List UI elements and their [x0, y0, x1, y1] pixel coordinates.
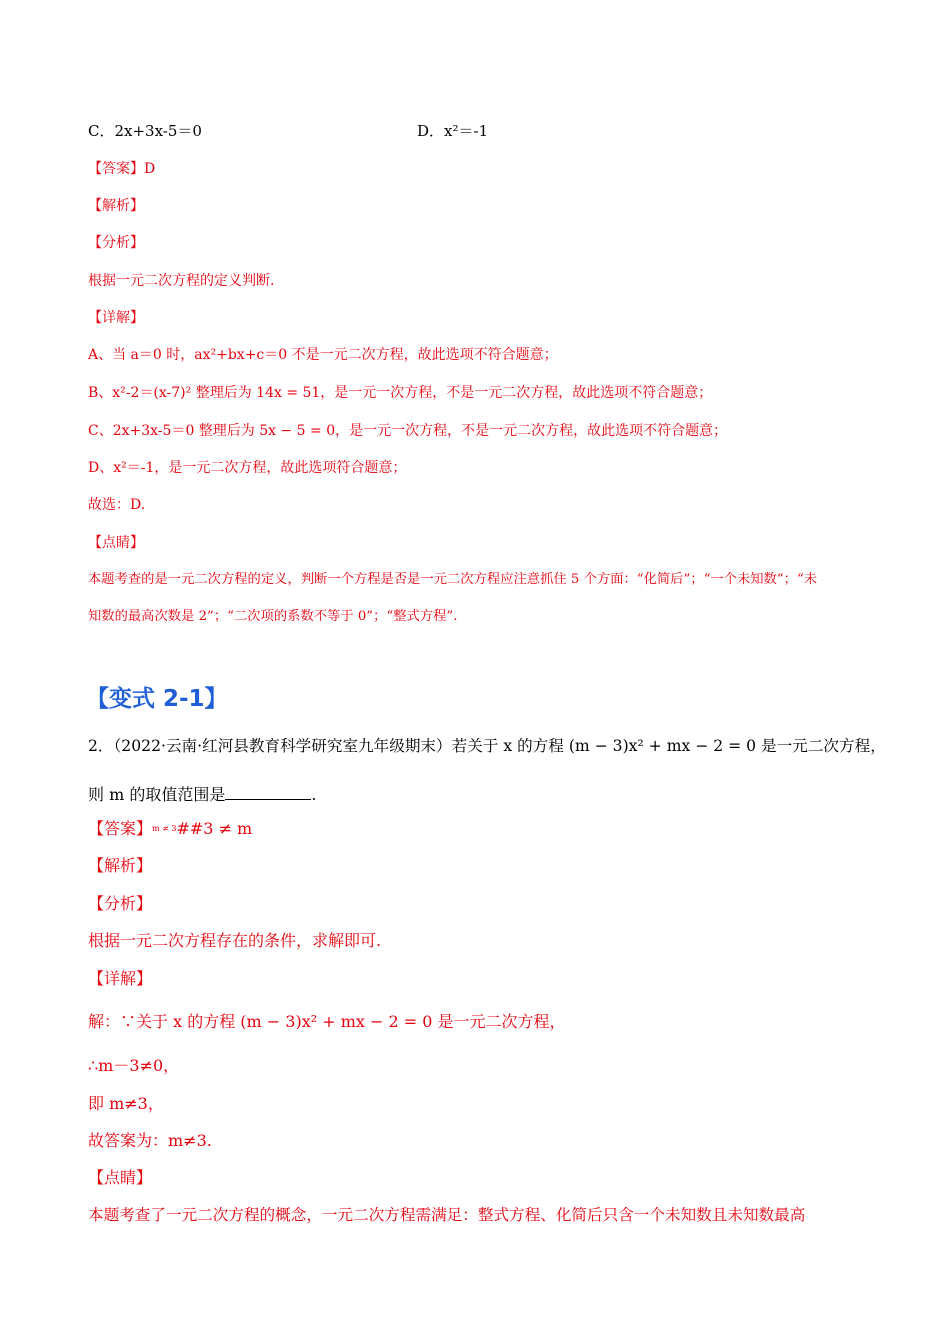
variant-answer-row	[88, 821, 252, 837]
variant-detail-line-3: 即 m≠3，	[88, 1094, 164, 1113]
question-line-2-text: 则 m 的取值范围是	[88, 785, 226, 804]
detail-conclusion: 故选：D.	[88, 497, 146, 513]
detail-line-c: C、2x+3x-5＝0 整理后为 5x − 5 = 0，是一元一次方程，不是一元二次方程，故此选项不符合题意；	[88, 423, 728, 439]
answer-label: 【答案】	[88, 161, 144, 177]
variant-answer-value: ##3 ≠ m	[176, 819, 253, 838]
variant-answer-label: 【答案】	[88, 819, 153, 838]
comment-line-1: 本题考查的是一元二次方程的定义，判断一个方程是否是一元二次方程应注意抓住 5 个方面：“化简后”；“一个未知数”；“未	[88, 572, 818, 587]
variant-comment-label: 【点睛】	[88, 1168, 153, 1187]
variant-comment-line: 本题考查了一元二次方程的概念，一元二次方程需满足：整式方程、化简后只含一个未知数且未知数最高	[88, 1206, 806, 1224]
option-c: C．2x+3x-5＝0	[88, 122, 202, 140]
analysis-label: 【解析】	[88, 198, 144, 214]
variant-detail-line-2: ∴m－3≠0，	[88, 1056, 180, 1075]
comment-label: 【点睛】	[88, 535, 144, 551]
variant-detail-line-4: 故答案为：m≠3.	[88, 1131, 212, 1150]
detail-line-a: A、当 a＝0 时，ax²+bx+c＝0 不是一元二次方程，故此选项不符合题意；	[88, 347, 558, 363]
comment-line-2: 知数的最高次数是 2”；“二次项的系数不等于 0”；“整式方程”.	[88, 609, 458, 624]
question-line-2	[88, 784, 316, 803]
variant-detail-line-1: 解：∵关于 x 的方程 (m − 3)x² + mx − 2 = 0 是一元二次方程，	[88, 1012, 566, 1031]
variant-fenxi-text: 根据一元二次方程存在的条件，求解即可.	[88, 931, 382, 950]
detail-line-b: B、x²-2＝(x-7)² 整理后为 14x = 51，是一元一次方程，不是一元二次方程，故此选项不符合题意；	[88, 385, 713, 401]
variant-detail-label: 【详解】	[88, 969, 153, 988]
variant-analysis-label: 【解析】	[88, 856, 153, 875]
fenxi-text: 根据一元二次方程的定义判断.	[88, 273, 275, 289]
fenxi-label: 【分析】	[88, 235, 144, 251]
answer-blank	[225, 784, 311, 800]
answer-row	[88, 162, 155, 176]
question-line-2-end: .	[311, 785, 317, 804]
answer-value: D	[144, 161, 156, 177]
detail-line-d: D、x²＝-1，是一元二次方程，故此选项符合题意；	[88, 460, 407, 476]
question-line-1: 2．（2022·云南·红河县教育科学研究室九年级期末）若关于 x 的方程 (m − 3)x² + mx − 2 = 0 是一元二次方程，	[88, 737, 886, 755]
variant-fenxi-label: 【分析】	[88, 894, 153, 913]
detail-label: 【详解】	[88, 310, 144, 326]
option-d: D．x²＝-1	[417, 122, 489, 140]
variant-heading: 【变式 2-1】	[86, 686, 228, 712]
variant-answer-small: m ≠ 3	[152, 824, 177, 833]
